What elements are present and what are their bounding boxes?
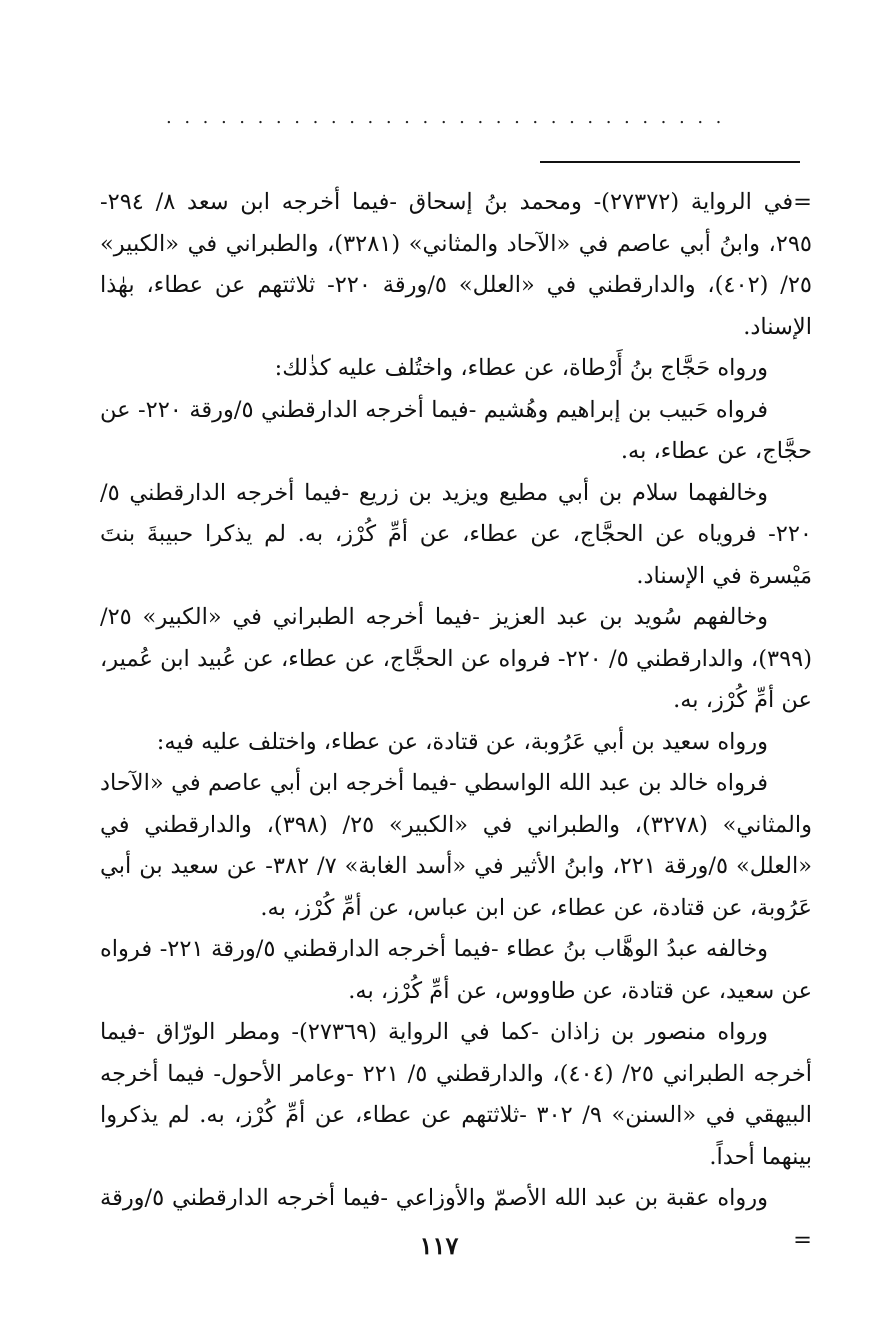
paragraph-5: وخالفهم سُويد بن عبد العزيز -فيما أخرجه الطبراني في «الكبير» ٢٥/ (٣٩٩)، والدارقطني ٥/ ٢٢٠- فرواه عن الحجَّاج، عن عطاء، عن عُبيد ابن عُمير، عن أمِّ كُرْز، به. bbox=[100, 604, 813, 713]
paragraph-4: وخالفهما سلام بن أبي مطيع ويزيد بن زريع -فيما أخرجه الدارقطني ٥/ ٢٢٠- فروياه عن الحجَّاج، عن عطاء، عن أمِّ كُرْز، به. لم يذكرا حبيبةَ بنتَ مَيْسرة في الإسناد. bbox=[100, 479, 812, 589]
paragraph-7: فرواه خالد بن عبد الله الواسطي -فيما أخرجه ابن أبي عاصم في «الآحاد والمثاني» (٣٢٧٨)، والطبراني في «الكبير» ٢٥/ (٣٩٨)، والدارقطني في «العلل» ٥/ورقة ٢٢١، وابنُ الأثير في «أسد الغابة» ٧/ ٣٨٢- عن سعيد بن أبي عَرُوبة، عن قتادة، عن عطاء، عن ابن عباس، عن أمِّ كُرْز، به. bbox=[100, 770, 813, 921]
footnote-rule bbox=[540, 161, 800, 163]
footnote-dotted-separator: ............................... bbox=[166, 108, 734, 128]
paragraph-6: ورواه سعيد بن أبي عَرُوبة، عن قتادة، عن عطاء، واختلف عليه فيه: bbox=[156, 728, 768, 755]
paragraph-3: فرواه حَبيب بن إبراهيم وهُشيم -فيما أخرجه الدارقطني ٥/ورقة ٢٢٠- عن حجَّاج، عن عطاء، به. bbox=[100, 396, 812, 464]
paragraph-1: =في الرواية (٢٧٣٧٢)- ومحمد بنُ إسحاق -فيما أخرجه ابن سعد ٨/ ٢٩٤- ٢٩٥، وابنُ أبي عاصم في «الآحاد والمثاني» (٣٢٨١)، والطبراني في «الكبير» ٢٥/ (٤٠٢)، والدارقطني في «العلل» ٥/ورقة ٢٢٠- ثلاثتهم عن عطاء، بهٰذا الإسناد. bbox=[100, 189, 813, 340]
page-number: ١١٧ bbox=[419, 1231, 459, 1260]
paragraph-10: ورواه عقبة بن عبد الله الأصمّ والأوزاعي -فيما أخرجه الدارقطني ٥/ورقة = bbox=[100, 1185, 812, 1253]
paragraph-2: ورواه حَجَّاج بنُ أَرْطاة، عن عطاء، واختُلف عليه كذٰلك: bbox=[274, 355, 768, 381]
paragraph-8: وخالفه عبدُ الوهَّاب بنُ عطاء -فيما أخرجه الدارقطني ٥/ورقة ٢٢١- فرواه عن سعيد، عن قتادة، عن طاووس، عن أمِّ كُرْز، به. bbox=[100, 936, 812, 1004]
footnote-text bbox=[100, 182, 812, 1261]
paragraph-9: ورواه منصور بن زاذان -كما في الرواية (٢٧٣٦٩)- ومطر الورّاق -فيما أخرجه الطبراني ٢٥/ (٤٠٤)، والدارقطني ٥/ ٢٢١ -وعامر الأحول- فيما أخرجه البيهقي في «السنن» ٩/ ٣٠٢ -ثلاثتهم عن عطاء، عن أمِّ كُرْز، به. لم يذكروا بينهما أحداً. bbox=[100, 1019, 813, 1170]
